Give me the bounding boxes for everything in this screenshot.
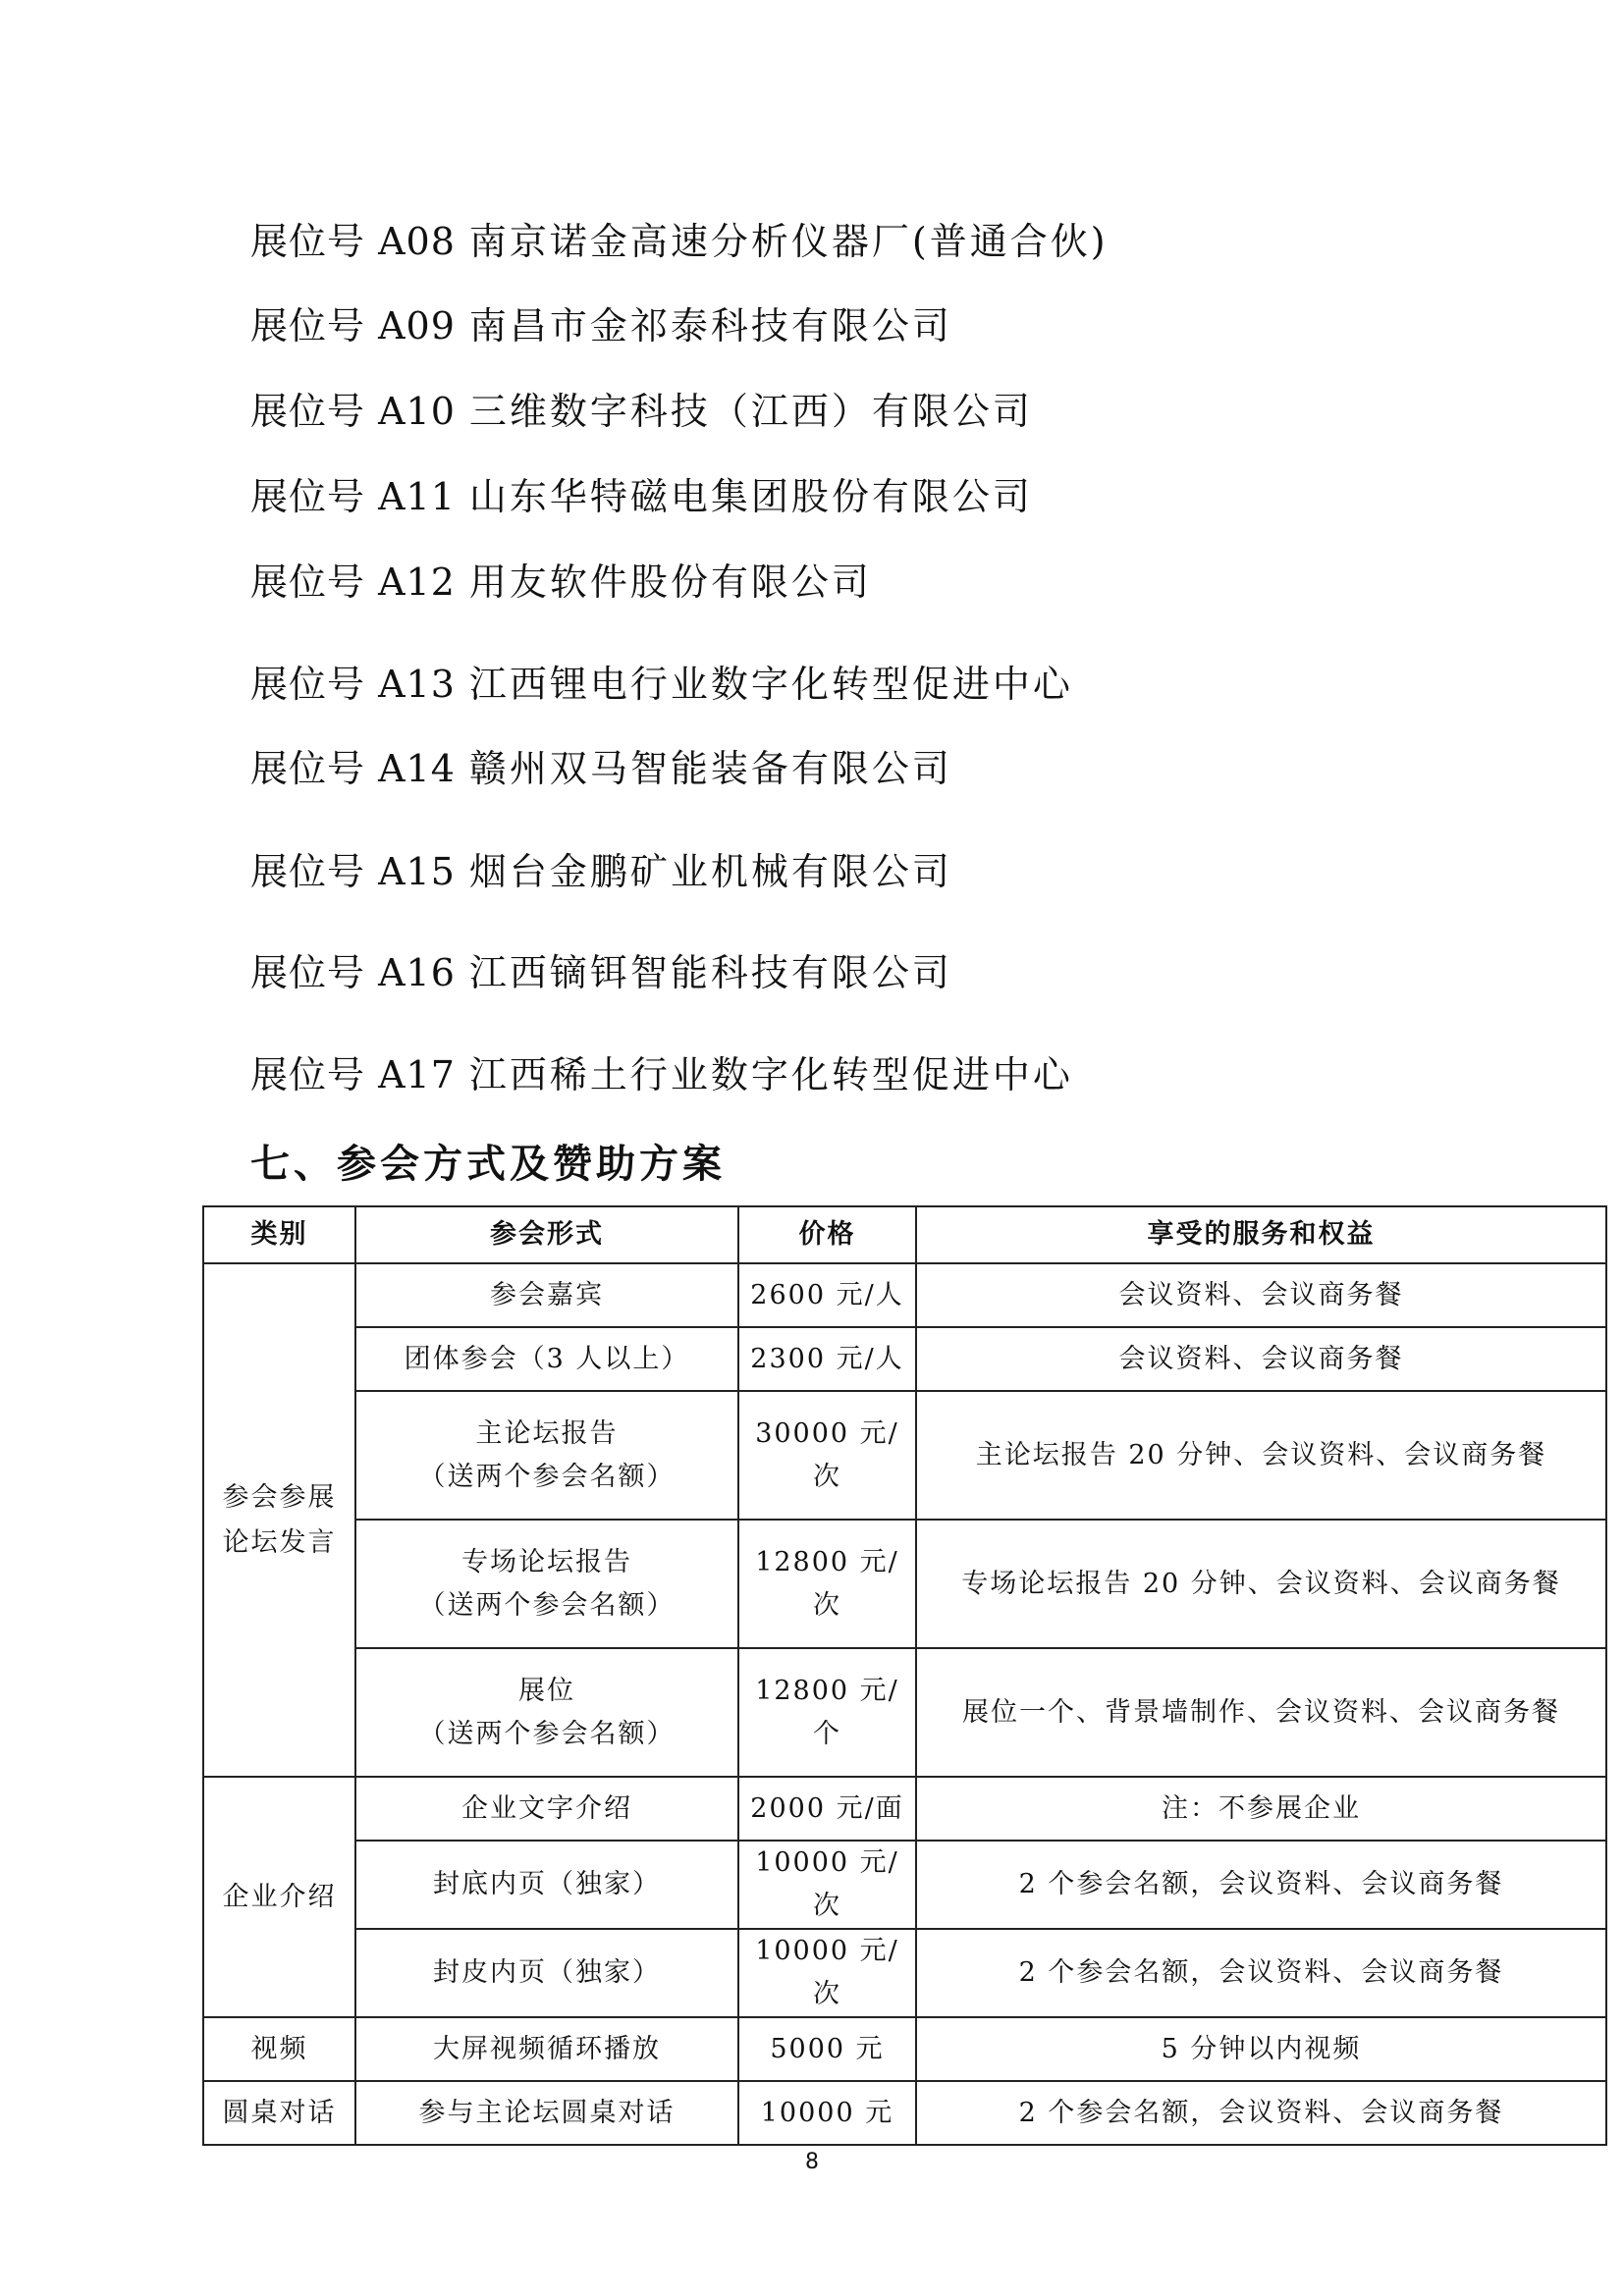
booth-code: 展位号 A15 <box>250 850 456 893</box>
benefit-cell: 展位一个、背景墙制作、会议资料、会议商务餐 <box>916 1648 1606 1777</box>
booth-code: 展位号 A09 <box>250 304 456 347</box>
price-cell: 10000 元/次 <box>738 1929 916 2017</box>
form-cell: 主论坛报告 （送两个参会名额） <box>355 1391 738 1520</box>
benefit-cell: 2 个参会名额，会议资料、会议商务餐 <box>916 2081 1606 2145</box>
price-cell: 5000 元 <box>738 2017 916 2081</box>
booth-code: 展位号 A14 <box>250 747 456 790</box>
form-cell: 展位 （送两个参会名额） <box>355 1648 738 1777</box>
booth-line <box>250 302 952 349</box>
booth-company: 山东华特磁电集团股份有限公司 <box>468 475 1033 518</box>
price-cell: 12800 元/个 <box>738 1648 916 1777</box>
category-cell <box>203 1263 355 1777</box>
header-category: 类别 <box>203 1206 355 1263</box>
booth-line <box>250 388 1033 435</box>
table-row <box>203 1263 1606 1327</box>
category-cell: 视频 <box>203 2017 355 2081</box>
booth-code: 展位号 A11 <box>250 475 456 518</box>
booth-line <box>250 559 872 606</box>
header-price: 价格 <box>738 1206 916 1263</box>
price-cell: 10000 元 <box>738 2081 916 2145</box>
booth-line <box>250 745 952 792</box>
sponsorship-table <box>202 1205 1607 2146</box>
benefit-cell: 5 分钟以内视频 <box>916 2017 1606 2081</box>
booth-company: 南昌市金祁泰科技有限公司 <box>468 304 952 347</box>
benefit-cell: 主论坛报告 20 分钟、会议资料、会议商务餐 <box>916 1391 1606 1520</box>
booth-line <box>250 473 1033 520</box>
price-cell: 12800 元/次 <box>738 1520 916 1648</box>
table-row <box>203 1648 1606 1777</box>
benefit-cell: 2 个参会名额，会议资料、会议商务餐 <box>916 1841 1606 1929</box>
booth-company: 南京诺金高速分析仪器厂(普通合伙) <box>468 220 1109 263</box>
benefit-cell: 专场论坛报告 20 分钟、会议资料、会议商务餐 <box>916 1520 1606 1648</box>
form-cell: 企业文字介绍 <box>355 1777 738 1841</box>
price-cell: 30000 元/次 <box>738 1391 916 1520</box>
booth-code: 展位号 A13 <box>250 663 456 706</box>
table-row <box>203 1777 1606 1841</box>
category-label: 论坛发言 <box>222 1526 337 1558</box>
table-row <box>203 2081 1606 2145</box>
header-benefits: 享受的服务和权益 <box>916 1206 1606 1263</box>
form-cell: 参与主论坛圆桌对话 <box>355 2081 738 2145</box>
booth-line <box>250 949 952 996</box>
benefit-cell: 会议资料、会议商务餐 <box>916 1327 1606 1391</box>
booth-line <box>250 1051 1073 1098</box>
section-heading: 七、参会方式及赞助方案 <box>250 1142 726 1187</box>
category-label: 参会参展 <box>222 1481 337 1513</box>
booth-code: 展位号 A10 <box>250 390 456 433</box>
table-row <box>203 1520 1606 1648</box>
table-header-row <box>203 1206 1606 1263</box>
price-cell: 2600 元/人 <box>738 1263 916 1327</box>
category-cell: 圆桌对话 <box>203 2081 355 2145</box>
form-cell: 专场论坛报告 （送两个参会名额） <box>355 1520 738 1648</box>
form-cell: 大屏视频循环播放 <box>355 2017 738 2081</box>
table-row <box>203 2017 1606 2081</box>
form-cell: 团体参会（3 人以上） <box>355 1327 738 1391</box>
price-cell: 2300 元/人 <box>738 1327 916 1391</box>
booth-company: 江西锂电行业数字化转型促进中心 <box>468 663 1073 706</box>
booth-code: 展位号 A17 <box>250 1053 456 1096</box>
booth-code: 展位号 A08 <box>250 220 456 263</box>
category-cell: 企业介绍 <box>203 1777 355 2017</box>
booth-line <box>250 661 1073 708</box>
table-row <box>203 1841 1606 1929</box>
form-cell: 封皮内页（独家） <box>355 1929 738 2017</box>
booth-company: 烟台金鹏矿业机械有限公司 <box>468 850 952 893</box>
form-cell: 参会嘉宾 <box>355 1263 738 1327</box>
form-cell: 封底内页（独家） <box>355 1841 738 1929</box>
booth-company: 赣州双马智能装备有限公司 <box>468 747 952 790</box>
booth-line <box>250 218 1109 265</box>
price-cell: 10000 元/次 <box>738 1841 916 1929</box>
table-row <box>203 1327 1606 1391</box>
page-number: 8 <box>805 2150 819 2174</box>
price-cell: 2000 元/面 <box>738 1777 916 1841</box>
booth-code: 展位号 A12 <box>250 561 456 604</box>
booth-company: 江西稀土行业数字化转型促进中心 <box>468 1053 1073 1096</box>
booth-company: 用友软件股份有限公司 <box>468 561 872 604</box>
booth-line <box>250 848 952 895</box>
booth-company: 江西镝铒智能科技有限公司 <box>468 951 952 994</box>
table-row <box>203 1391 1606 1520</box>
benefit-cell: 注：不参展企业 <box>916 1777 1606 1841</box>
header-form: 参会形式 <box>355 1206 738 1263</box>
benefit-cell: 2 个参会名额，会议资料、会议商务餐 <box>916 1929 1606 2017</box>
booth-company: 三维数字科技（江西）有限公司 <box>468 390 1033 433</box>
table-row <box>203 1929 1606 2017</box>
booth-code: 展位号 A16 <box>250 951 456 994</box>
benefit-cell: 会议资料、会议商务餐 <box>916 1263 1606 1327</box>
